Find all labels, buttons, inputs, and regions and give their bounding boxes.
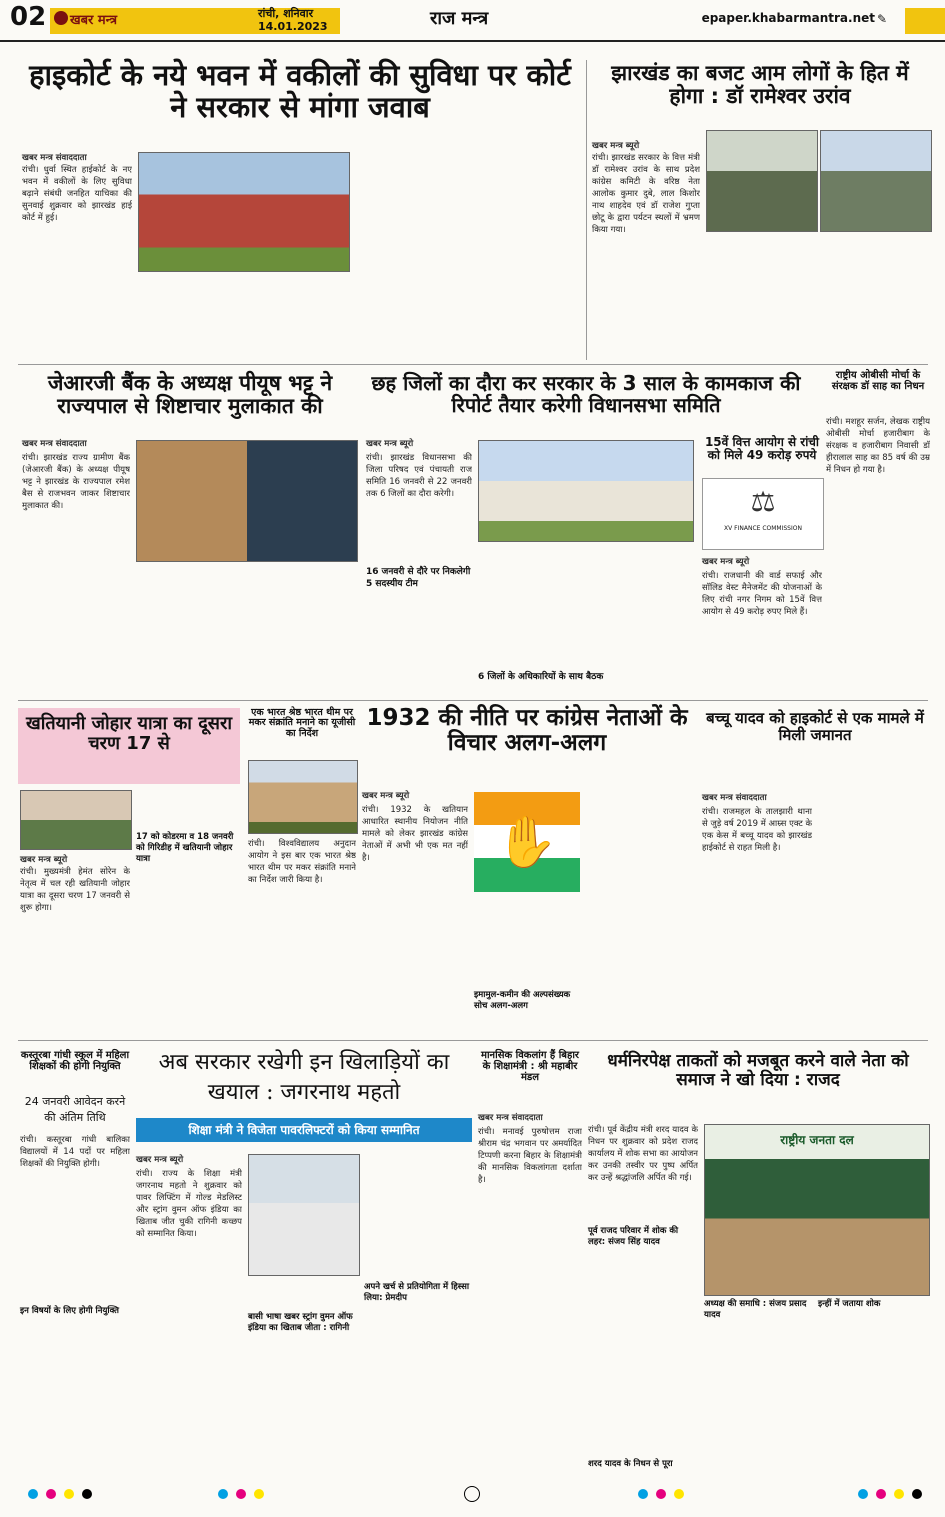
- body-six-2: [366, 594, 472, 694]
- color-dot: [236, 1489, 246, 1499]
- header-corner-band: [905, 8, 945, 34]
- body-bank: रांची। झारखंड राज्य ग्रामीण बैंक (जेआरजी बैंक) के अध्यक्ष पीयूष भट्ट ने झारखंड के राज्यपाल रमेश बैस से राजभवन जाकर शिष्टाचार मुलाकात की।: [22, 452, 130, 694]
- headline-hc: हाइकोर्ट के नये भवन में वकीलों की सुविधा पर कोर्ट ने सरकार से मांगा जवाब: [29, 58, 571, 124]
- byline-khatiyani: खबर मन्त्र ब्यूरो: [20, 855, 68, 865]
- body-hc-2: [138, 274, 348, 356]
- header-date: 14.01.2023: [258, 20, 328, 33]
- subtitle-kasturba: 24 जनवरी आवेदन करने की अंतिम तिथि: [24, 1095, 126, 1124]
- body-hc: रांची। धुर्वा स्थित हाईकोर्ट के नए भवन में वकीलों के लिए सुविधा बढ़ाने संबंधी जनहित याचिका की सुनवाई शुक्रवार को झारखंड हाई कोर्ट में हुई।: [22, 164, 132, 354]
- byline-hc: खबर मन्त्र संवाददाता: [22, 153, 87, 163]
- page-header: [0, 0, 945, 42]
- body-budget: रांची। झारखंड सरकार के वित्त मंत्री डॉ रामेश्वर उरांव के साथ प्रदेश कांग्रेस कमिटी के वरिष्ठ नेता आलोक कुमार दुबे, लाल किशोर नाथ शाहदेव एवं डॉ राजेश गुप्ता छोटू के द्वारा पर्यटन स्थलों में भ्रमण किया गया।: [592, 152, 700, 358]
- photo-governor-meeting: [136, 440, 358, 562]
- logo-icon: [54, 11, 68, 25]
- cursor-icon: ✎: [876, 12, 887, 26]
- body-finance: रांची। राजधानी की वार्ड सफाई और सॉलिड वेस्ट मैनेजमेंट की योजनाओं के लिए रांची नगर निगम को 15वें वित्त आयोग से 49 करोड़ रुपए मिले हैं।: [702, 570, 822, 694]
- body-budget-3: [820, 236, 930, 360]
- photo-budget-meeting: [706, 130, 818, 232]
- color-dot: [674, 1489, 684, 1499]
- byline-bihar: खबर मन्त्र संवाददाता: [478, 1113, 543, 1123]
- headline-bihar: मानसिक विकलांग हैं बिहार के शिक्षामंत्री : श्री महाबीर मंडल: [480, 1050, 580, 1083]
- color-dot: [656, 1489, 666, 1499]
- subhead-khatiyani: 17 को कोडरमा व 18 जनवरी को गिरिडीह में खतियानी जोहार यात्रा: [136, 832, 234, 864]
- color-dot: [912, 1489, 922, 1499]
- byline-budget: खबर मन्त्र ब्यूरो: [592, 141, 640, 151]
- byline-bachhu: खबर मन्त्र संवाददाता: [702, 793, 767, 803]
- body-players-4: [364, 1154, 472, 1280]
- congress-hand-logo: [474, 792, 580, 892]
- body-players-2: [248, 1278, 358, 1308]
- headline-kasturba: कस्तूरबा गांधी स्कूल में महिला शिक्षकों की होगी नियुक्ति: [20, 1050, 130, 1072]
- headline-bachhu: बच्चू यादव को हाइकोर्ट से एक मामले में मिली जमानत: [706, 709, 924, 744]
- body-hc-3: [354, 152, 464, 356]
- photo-high-court: [138, 152, 350, 272]
- registration-mark-icon: [464, 1486, 480, 1502]
- body-bank-3: [248, 564, 356, 694]
- headline-secular: धर्मनिरपेक्ष ताकतों को मजबूत करने वाले नेता को समाज ने खो दिया : राजद: [607, 1051, 909, 1090]
- color-dot: [254, 1489, 264, 1499]
- body-secular-4: [818, 1322, 928, 1472]
- color-dot: [638, 1489, 648, 1499]
- finance-logo: [702, 478, 824, 550]
- divider: [18, 1040, 928, 1041]
- body-obc: रांची। मशहूर सर्जन, लेखक राष्ट्रीय ओबीसी मोर्चा हजारीबाग के संरक्षक व हजारीबाग निवासी डॉ हीरालाल साह का 85 वर्ष की उम्र में निधन हो गया है।: [826, 416, 930, 694]
- rjd-banner-text: राष्ट्रीय जनता दल: [780, 1133, 854, 1147]
- color-dot: [82, 1489, 92, 1499]
- divider: [18, 700, 928, 701]
- byline-bank: खबर मन्त्र संवाददाता: [22, 439, 87, 449]
- banner-players: शिक्षा मंत्री ने विजेता पावरलिफ्टरों को किया सम्मानित: [136, 1118, 472, 1142]
- hand-icon: ✋: [495, 813, 559, 871]
- divider: [18, 364, 928, 365]
- body-kasturba-2: [20, 1332, 130, 1472]
- photo-budget-group: [820, 130, 932, 232]
- divider: [586, 60, 587, 360]
- subhead-players-1: बासी भाषा खबर स्ट्रांग वुमन ऑफ इंडिया का खिताब जीता : रागिनी: [248, 1312, 353, 1333]
- body-hc-4: [470, 152, 580, 356]
- body-khatiyani-2: [136, 790, 242, 830]
- body-khatiyani-3: [136, 870, 242, 1034]
- body-congress-3: [586, 790, 692, 1034]
- scales-icon: ⚖: [750, 485, 776, 518]
- subhead-players-2: अपने खर्च से प्रतियोगिता में हिस्सा लिया: प्रेमदीप: [364, 1282, 470, 1303]
- headline-ugc: एक भारत श्रेष्ठ भारत थीम पर मकर संक्रांति मनाने का यूजीसी का निर्देश: [248, 707, 356, 739]
- headline-six-districts: छह जिलों का दौरा कर सरकार के 3 साल के कामकाज की रिपोर्ट तैयार करेगी विधानसभा समिति: [371, 371, 801, 417]
- subhead-secular: पूर्व राजद परिवार में शोक की लहर: संजय सिंह यादव: [588, 1226, 679, 1247]
- body-six-4: [588, 546, 692, 670]
- header-city: रांची, शनिवार: [258, 7, 314, 20]
- footer-color-bar: [18, 1484, 928, 1504]
- subhead-six: 16 जनवरी से दौरे पर निकलेगी 5 सदस्यीय टीम: [366, 567, 471, 589]
- body-bachhu: रांची। राजमहल के तालझारी थाना से जुड़े वर्ष 2019 में आम्र्स एक्ट के एक केस में बच्चू यादव को झारखंड हाईकोर्ट से राहत मिली है।: [702, 806, 812, 1034]
- body-secular: रांची। पूर्व केंद्रीय मंत्री शरद यादव के निधन पर शुक्रवार को प्रदेश राजद कार्यालय में शोक सभा का आयोजन कर उनकी तस्वीर पर पुष्प अर्पित कर उन्हें श्रद्धांजलि अर्पित की गई।: [588, 1124, 698, 1224]
- photo-rjd-meeting: [704, 1124, 930, 1296]
- page-number: 02: [10, 2, 47, 32]
- color-dot: [894, 1489, 904, 1499]
- headline-obc: राष्ट्रीय ओबीसी मोर्चा के संरक्षक डॉ साह का निधन: [831, 370, 925, 392]
- body-players-3: [248, 1350, 358, 1472]
- headline-finance: 15वें वित्त आयोग से रांची को मिले 49 करोड़ रुपये: [704, 435, 820, 463]
- photo-ugc-building: [248, 760, 358, 834]
- body-congress-2: [474, 898, 580, 988]
- body-congress: रांची। 1932 के खतियान आधारित स्थानीय नियोजन नीति मामले को लेकर झारखंड कांग्रेस नेताओं में अभी भी एक मत नहीं है।: [362, 804, 468, 1034]
- body-players: रांची। राज्य के शिक्षा मंत्री जगरनाथ महतो ने शुक्रवार को पावर लिफ्टिंग में गोल्ड मेडलिस्ट और स्ट्रांग वुमन ऑफ इंडिया का खिताब जीत चुकी रागिनी कच्छप को सम्मानित किया।: [136, 1168, 242, 1472]
- photo-yatra-meeting: [20, 790, 132, 850]
- body-bachhu-2: [818, 792, 928, 1034]
- headline-congress: 1932 की नीति पर कांग्रेस नेताओं के विचार अलग-अलग: [366, 705, 688, 757]
- color-dot: [876, 1489, 886, 1499]
- masthead-logo: खबर मन्त्र: [70, 13, 118, 28]
- body-six: रांची। झारखंड विधानसभा की जिला परिषद एवं पंचायती राज समिति 16 जनवरी से 22 जनवरी तक 6 जिलों का दौरा करेगी।: [366, 452, 472, 562]
- subhead-secular-tail: शरद यादव के निधन से पूरा: [588, 1459, 673, 1469]
- headline-khatiyani: खतियानी जोहार यात्रा का दूसरा चरण 17 से: [25, 713, 232, 754]
- color-dot: [64, 1489, 74, 1499]
- byline-players: खबर मन्त्र ब्यूरो: [136, 1155, 184, 1165]
- subhead-kasturba: इन विषयों के लिए होगी नियुक्ति: [20, 1306, 120, 1316]
- headline-players: अब सरकार रखेगी इन खिलाड़ियों का खयाल : जगरनाथ महतो: [158, 1050, 450, 1105]
- photo-assembly-building: [478, 440, 694, 542]
- body-bank-2: [136, 564, 244, 694]
- body-bihar: रांची। मनावई पुरुषोत्तम राजा श्रीराम चंद्र भगवान पर अमर्यादित टिप्पणी करना बिहार के शिक्षामंत्री की मानसिक विकलांगता दर्शाता है।: [478, 1126, 582, 1472]
- body-kasturba: रांची। कस्तूरबा गांधी बालिका विद्यालयों में 14 पदों पर महिला शिक्षकों की नियुक्ति होगी।: [20, 1134, 130, 1304]
- byline-six: खबर मन्त्र ब्यूरो: [366, 439, 414, 449]
- byline-congress: खबर मन्त्र ब्यूरो: [362, 791, 410, 801]
- byline-finance: खबर मन्त्र ब्यूरो: [702, 557, 750, 567]
- body-ugc: रांची। विश्वविद्यालय अनुदान आयोग ने इस बार एक भारत श्रेष्ठ भारत थीम पर मकर संक्रांति मनाने का निर्देश जारी किया है।: [248, 838, 356, 1034]
- body-players-5: [364, 1310, 472, 1472]
- body-khatiyani: रांची। मुख्यमंत्री हेमंत सोरेन के नेतृत्व में चल रही खतियानी जोहार यात्रा का दूसरा चरण 17 जनवरी से शुरू होगा।: [20, 866, 130, 1034]
- section-title: राज मन्त्र: [430, 8, 489, 29]
- finance-caption: XV FINANCE COMMISSION: [724, 525, 802, 532]
- site-url[interactable]: epaper.khabarmantra.net: [701, 11, 875, 25]
- color-dot: [858, 1489, 868, 1499]
- caption-rjd-1: अध्यक्ष की समाधि : संजय प्रसाद यादव: [704, 1299, 807, 1320]
- subhead-six-tail: 6 जिलों के अधिकारियों के साथ बैठक: [478, 672, 604, 682]
- subhead-congress: इमामुल-कमीन की अल्पसंख्यक सोच अलग-अलग: [474, 990, 571, 1011]
- color-dot: [218, 1489, 228, 1499]
- body-budget-2: [706, 236, 816, 360]
- body-secular-3: [704, 1322, 814, 1472]
- headline-bank: जेआरजी बैंक के अध्यक्ष पीयूष भट्ट ने राज्यपाल से शिष्टाचार मुलाकात की: [47, 371, 333, 419]
- photo-minister: [248, 1154, 360, 1276]
- color-dot: [28, 1489, 38, 1499]
- body-secular-2: [588, 1252, 698, 1456]
- headline-budget: झारखंड का बजट आम लोगों के हित में होगा : डॉ रामेश्वर उरांव: [611, 61, 909, 109]
- color-dot: [46, 1489, 56, 1499]
- caption-rjd-2: इन्हीं में जताया शोक: [818, 1299, 881, 1309]
